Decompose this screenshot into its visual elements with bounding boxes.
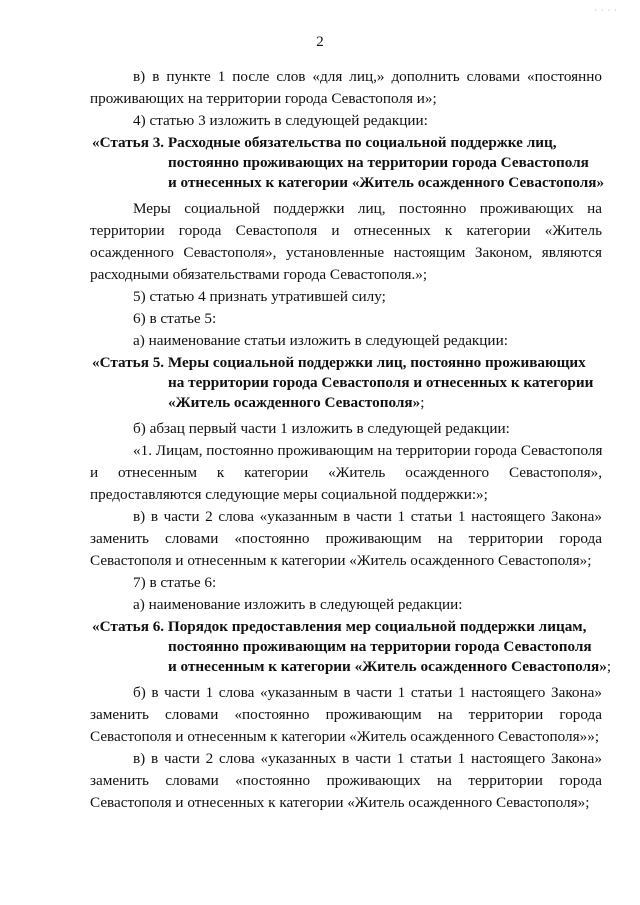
text-line: 5) статью 4 признать утратившей силу; <box>133 288 386 305</box>
article-heading-text: и отнесенным к категории «Житель осажденного Севастополя» <box>168 658 607 675</box>
text-line: Севастополя и отнесенным к категории «Житель осажденного Севастополя»; <box>90 552 592 569</box>
text-line: б) в части 1 слова «указанным в части 1 статьи 1 настоящего Закона» <box>133 684 602 701</box>
text-line: заменить словами «постоянно проживающим на территории города <box>90 706 602 723</box>
text-line: заменить словами «постоянно проживающих на территории города <box>90 772 602 789</box>
article-heading-line: постоянно проживающим на территории города Севастополя <box>168 638 592 655</box>
text-line: в) в части 2 слова «указанных в части 1 статьи 1 настоящего Закона» <box>133 750 602 767</box>
text-line: в) в пункте 1 после слов «для лиц,» дополнить словами «постоянно <box>133 68 602 85</box>
text-line: расходными обязательствами города Севастополя.»; <box>90 266 428 283</box>
text-line: а) наименование изложить в следующей редакции: <box>133 596 463 613</box>
article-heading-line: и отнесенных к категории «Житель осажденного Севастополя» <box>168 174 605 191</box>
text-line: осажденного Севастополя», установленные настоящим Законом, являются <box>90 244 602 261</box>
article-heading-line <box>168 657 611 677</box>
heading-tail: ; <box>420 394 425 411</box>
text-line: а) наименование статьи изложить в следующей редакции: <box>133 332 508 349</box>
article-heading-line: на территории города Севастополя и отнесенных к категории <box>168 374 594 391</box>
page-number: 2 <box>316 34 324 50</box>
article-heading-line: «Статья 5. Меры социальной поддержки лиц, постоянно проживающих <box>92 354 586 371</box>
text-line: 4) статью 3 изложить в следующей редакции: <box>133 112 428 129</box>
text-line: «1. Лицам, постоянно проживающим на территории города Севастополя <box>133 442 603 459</box>
text-line: предоставляются следующие меры социальной поддержки:»; <box>90 486 488 503</box>
article-heading-line: «Статья 3. Расходные обязательства по социальной поддержке лиц, <box>92 134 557 151</box>
article-heading-line: «Статья 6. Порядок предоставления мер социальной поддержки лицам, <box>92 618 587 635</box>
text-line: территории города Севастополя и отнесенных к категории «Житель <box>90 222 602 239</box>
text-line: Севастополя и отнесенным к категории «Житель осажденного Севастополя»»; <box>90 728 600 745</box>
heading-tail: ; <box>606 658 612 675</box>
article-heading-line: постоянно проживающих на территории города Севастополя <box>168 154 589 171</box>
scan-corner-mark: · · · · <box>594 6 618 15</box>
text-line: и отнесенным к категории «Житель осажденного Севастополя», <box>90 464 602 481</box>
text-line: 7) в статье 6: <box>133 574 217 591</box>
text-line: в) в части 2 слова «указанным в части 1 статьи 1 настоящего Закона» <box>133 508 602 525</box>
text-line: б) абзац первый части 1 изложить в следующей редакции: <box>133 420 510 437</box>
text-line: заменить словами «постоянно проживающим на территории города <box>90 530 602 547</box>
article-heading-line <box>168 393 424 413</box>
text-line: проживающих на территории города Севастополя и»; <box>90 90 437 107</box>
text-line: Севастополя и отнесенных к категории «Житель осажденного Севастополя»; <box>90 794 590 811</box>
article-heading-text: «Житель осажденного Севастополя» <box>168 394 421 411</box>
text-line: Меры социальной поддержки лиц, постоянно проживающих на <box>133 200 602 217</box>
text-line: 6) в статье 5: <box>133 310 217 327</box>
